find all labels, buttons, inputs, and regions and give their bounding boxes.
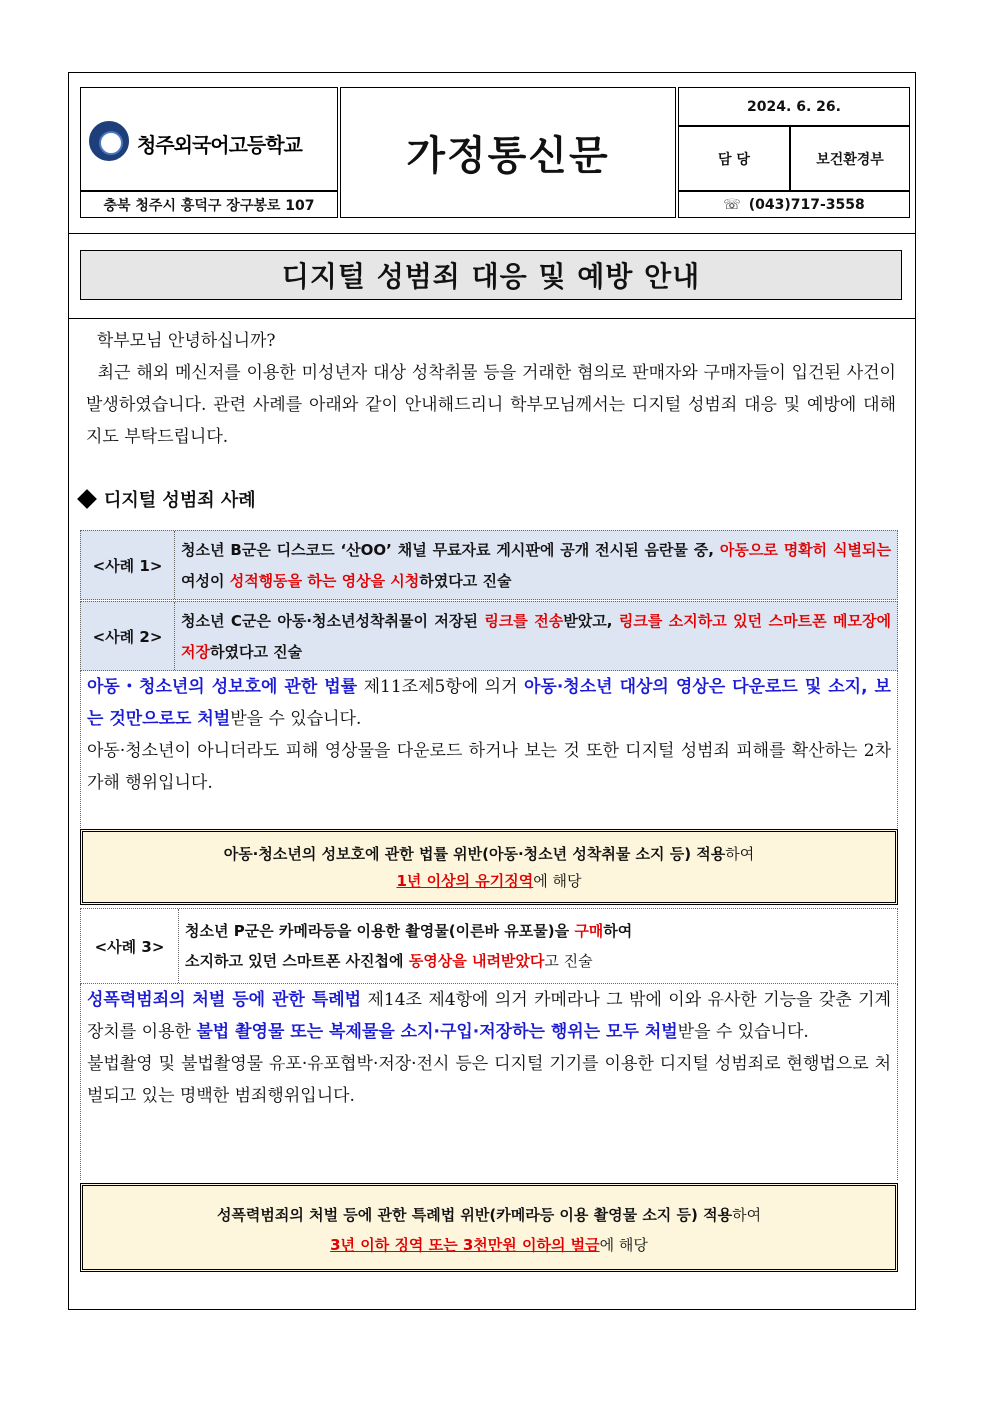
case-text: 청소년 B군은 디스코드 ‘산OO’ 채널 무료자료 게시판에 공개 전시된 음란물 중, 아동으로 명확히 식별되는 여성이 성적행동을 하는 영상을 시청하였다고 진술 [181,541,891,590]
school-logo-cell [80,87,338,191]
case-2 [80,601,898,671]
penalty-box-2 [80,1183,898,1272]
doc-date: 2024. 6. 26. [678,87,910,126]
law-paragraph-2: 불법촬영 및 불법촬영물 유포·유포협박·저장·전시 등은 디지털 기기를 이용한 디지털 성범죄로 현행법으로 처벌되고 있는 명백한 범죄행위입니다. [87,1054,891,1106]
section-title: 디지털 성범죄 사례 [104,490,256,511]
notice-title: 디지털 성범죄 대응 및 예방 안내 [80,250,902,300]
case-label: <사례 1> [81,531,175,599]
penalty-line: 3년 이하 징역 또는 3천만원 이하의 벌금에 해당 [330,1236,648,1254]
divider [68,233,916,234]
penalty-box-1 [80,829,898,905]
greeting: 학부모님 안녕하십니까? [96,331,276,351]
telephone-number: (043)717-3558 [748,196,865,213]
school-name: 청주외국어고등학교 [137,133,302,157]
manager-label: 담 당 [678,126,790,191]
department: 보건환경부 [790,126,910,191]
law-paragraph-2: 아동·청소년이 아니더라도 피해 영상물을 다운로드 하거나 보는 것 또한 디지털 성범죄 피해를 확산하는 2차 가해 행위입니다. [87,741,891,793]
phone-icon: ☏ [723,196,741,213]
case-text: 청소년 P군은 카메라등을 이용한 촬영물(이른바 유포물)을 구매하여 소지하고 있던 스마트폰 사진첩에 동영상을 내려받았다고 진술 [185,922,633,970]
section-heading [80,486,256,512]
law-paragraph: 아동・청소년의 성보호에 관한 법률 제11조제5항에 의거 아동·청소년 대상의 영상은 다운로드 및 소지, 보는 것만으로도 처벌받을 수 있습니다. [87,677,891,729]
diamond-bullet-icon [77,489,97,509]
case-text: 청소년 C군은 아동·청소년성착취물이 저장된 링크를 전송받았고, 링크를 소지하고 있던 스마트폰 메모장에 저장하였다고 진술 [181,612,891,661]
law-explanation-2 [80,984,898,1180]
penalty-line: 아동·청소년의 성보호에 관한 법률 위반(아동·청소년 성착취물 소지 등) 적용하여 [223,845,755,863]
penalty-line: 1년 이상의 유기징역에 해당 [396,872,582,890]
penalty-line: 성폭력범죄의 처벌 등에 관한 특례법 위반(카메라등 이용 촬영물 소지 등) 적용하여 [216,1206,762,1224]
telephone [678,191,910,218]
divider [68,318,916,319]
school-emblem-icon [89,121,129,161]
law-paragraph: 성폭력범죄의 처벌 등에 관한 특례법 제14조 제4항에 의거 카메라나 그 밖에 이와 유사한 기능을 갖춘 기계장치를 이용한 불법 촬영물 또는 복제물을 소지·구입·저장하는 행위는 모두 처벌받을 수 있습니다. [87,990,891,1042]
case-label: <사례 3> [81,909,179,983]
case-1 [80,530,898,600]
case-label: <사례 2> [81,602,175,670]
case-3 [80,908,898,984]
intro-paragraph [86,325,896,453]
intro-body: 최근 해외 메신저를 이용한 미성년자 대상 성착취물 등을 거래한 혐의로 판매자와 구매자들이 입건된 사건이 발생하였습니다. 관련 사례를 아래와 같이 안내해드리니 학부모님께서는 디지털 성범죄 대응 및 예방에 대해 지도 부탁드립니다. [86,363,896,447]
law-explanation-1 [80,671,898,828]
letter-header [80,87,910,218]
school-address: 충북 청주시 흥덕구 장구봉로 107 [80,191,338,218]
doc-title: 가정통신문 [340,87,676,218]
